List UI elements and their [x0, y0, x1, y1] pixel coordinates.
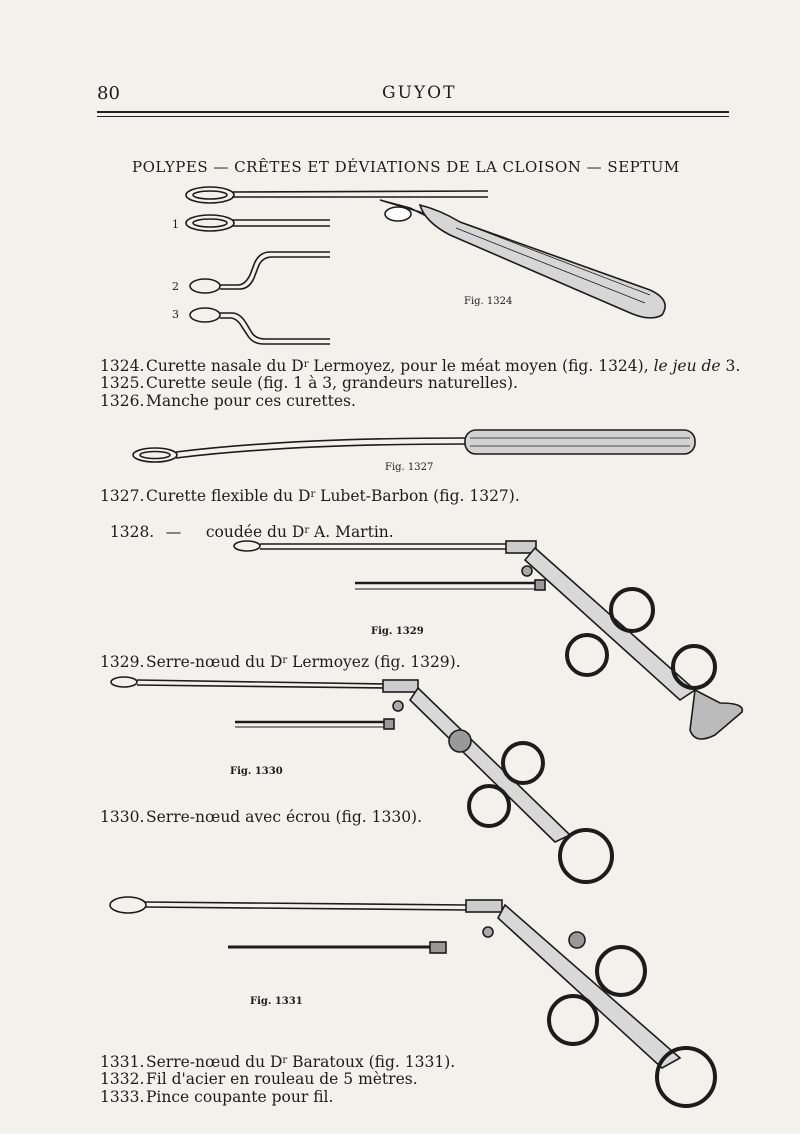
fig-1331-label: Fig. 1331: [250, 996, 303, 1007]
fig-1327-curette-illustration: [133, 430, 695, 462]
entry-1324: 1324. Curette nasale du $D^r$ Lermoyez, pour le méat moyen (fig. 1324), le jeu de 3.: [100, 357, 741, 375]
entry-1328: 1328. — coudée du $D^r$ A. Martin.: [109, 523, 394, 541]
entry-1332: 1332. Fil d'acier en rouleau de 5 mètres.: [100, 1070, 418, 1088]
entry-1326: 1326. Manche pour ces curettes.: [100, 392, 356, 410]
entry-1327: 1327. Curette flexible du $D^r$ Lubet-Barbon (fig. 1327).: [100, 487, 520, 505]
page-number: 80: [97, 83, 120, 104]
fig-1324-label: Fig. 1324: [464, 296, 513, 307]
section-title: POLYPES — CRÊTES ET DÉVIATIONS DE LA CLOISON — SEPTUM: [132, 158, 680, 176]
fig-1329-serre-noeud-illustration: [234, 541, 742, 739]
fig-1330-label: Fig. 1330: [230, 766, 283, 777]
fig-1327-label: Fig. 1327: [385, 462, 434, 473]
entry-1329: 1329. Serre-nœud du $D^r$ Lermoyez (fig. 1329).: [100, 653, 461, 671]
fig-1324-number-1: 1: [172, 218, 179, 231]
entry-1331: 1331. Serre-nœud du $D^r$ Baratoux (fig. 1331).: [100, 1053, 456, 1071]
fig-1324-number-2: 2: [172, 280, 179, 293]
fig-1324-curette-illustration: [186, 187, 665, 344]
fig-1329-label: Fig. 1329: [371, 626, 424, 637]
entry-1330: 1330. Serre-nœud avec écrou (fig. 1330).: [100, 808, 423, 826]
fig-1330-serre-noeud-illustration: [111, 677, 612, 882]
entry-1333: 1333. Pince coupante pour fil.: [100, 1088, 334, 1106]
fig-1324-number-3: 3: [172, 308, 179, 321]
running-head: GUYOT: [382, 83, 457, 103]
entry-1325: 1325. Curette seule (fig. 1 à 3, grandeurs naturelles).: [100, 374, 518, 392]
